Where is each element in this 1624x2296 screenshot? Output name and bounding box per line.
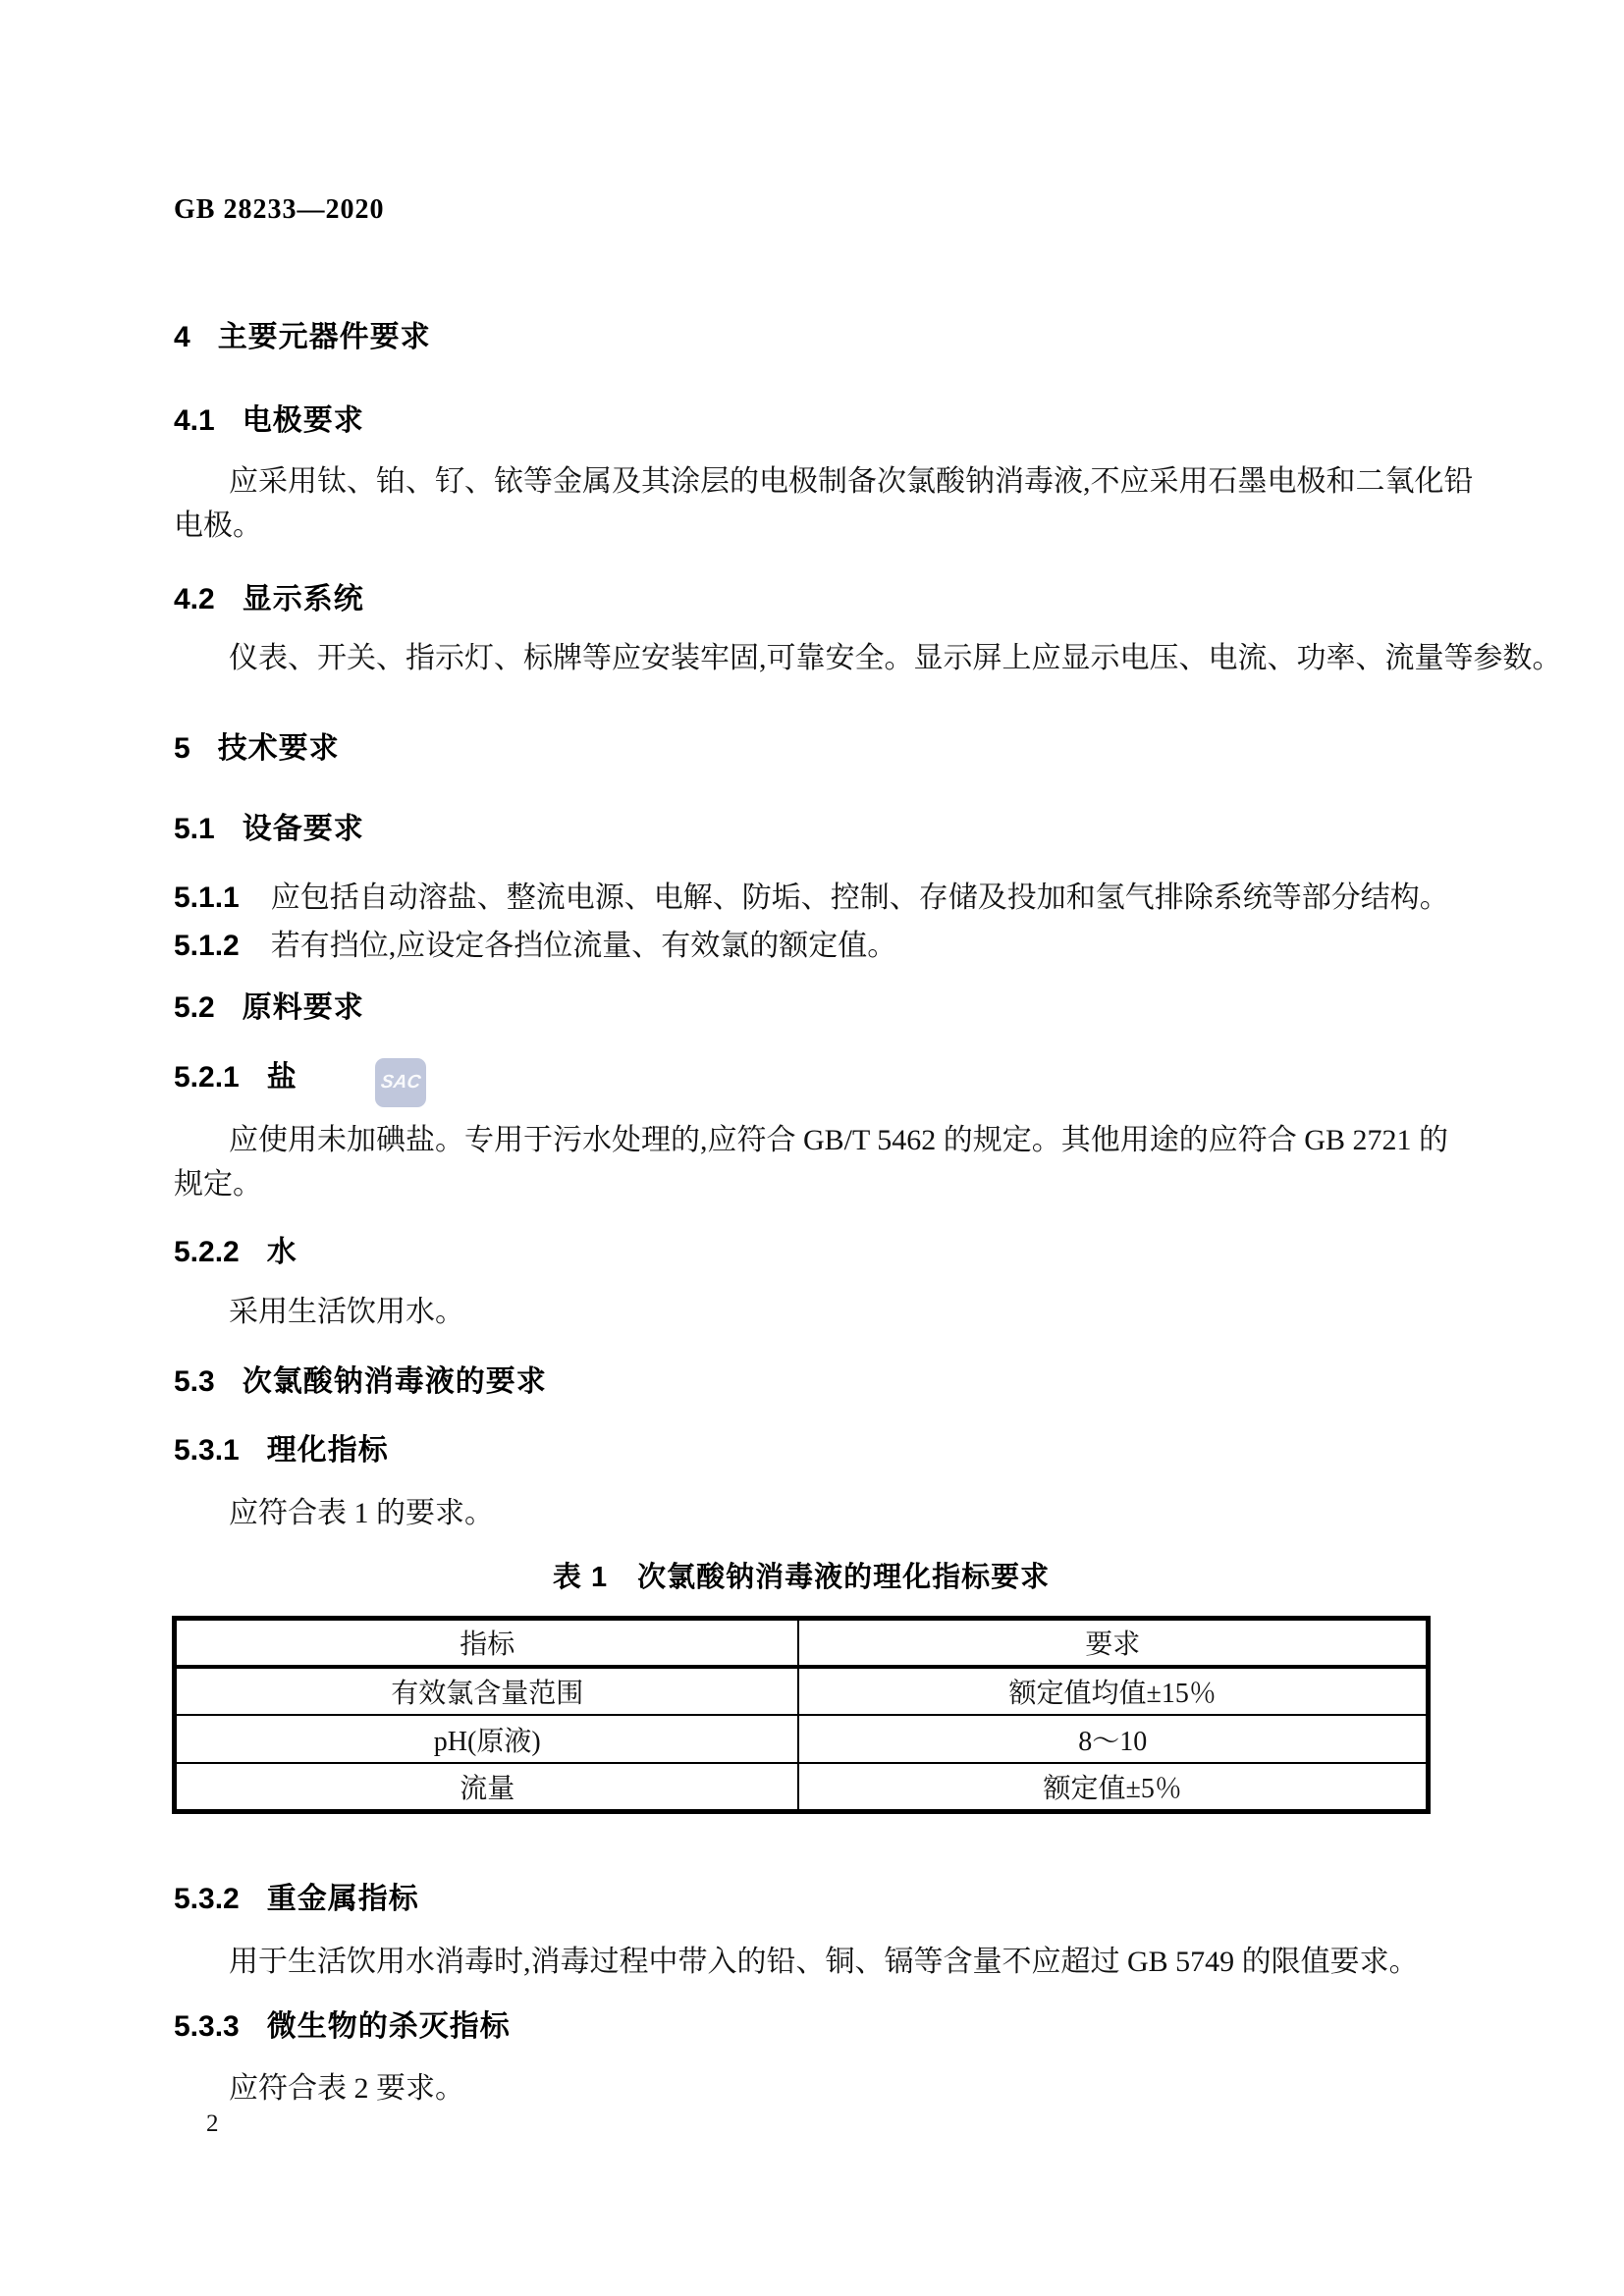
section-heading-5-1 (174, 804, 364, 847)
section-heading-5-3 (174, 1357, 547, 1400)
section-number: 5.3.2 (174, 1883, 240, 1915)
clause-text: 应包括自动溶盐、整流电源、电解、防垢、控制、存储及投加和氢气排除系统等部分结构。 (270, 881, 1449, 914)
section-number: 5 (174, 732, 190, 765)
paragraph-line: 电极。 (174, 509, 262, 542)
table1 (172, 1616, 1431, 1814)
clause-number: 5.1.2 (174, 930, 240, 962)
section-number: 4 (174, 321, 190, 353)
table1-title: 表 1 次氯酸钠消毒液的理化指标要求 (552, 1562, 1051, 1593)
section-heading-5-3-2 (174, 1874, 419, 1917)
table1-header-row (175, 1619, 1429, 1667)
section-number: 5.3.3 (174, 2010, 240, 2043)
clause-5-1-1 (174, 873, 1470, 916)
paragraph-line: 用于生活饮用水消毒时,消毒过程中带入的铅、铜、镉等含量不应超过 GB 5749 的限值要求。 (229, 1946, 1419, 1978)
section-title: 技术要求 (217, 732, 340, 765)
paragraph-salt (174, 1118, 1470, 1206)
paragraph-line: 规定。 (174, 1168, 262, 1201)
section-heading-4-2 (174, 574, 364, 617)
table-cell: 8～10 (798, 1715, 1428, 1763)
paragraph-table1-ref (174, 1491, 1470, 1535)
section-heading-4-1 (174, 396, 364, 439)
section-heading-5-3-1 (174, 1425, 389, 1468)
clause-text: 若有挡位,应设定各挡位流量、有效氯的额定值。 (270, 930, 897, 962)
section-title: 理化指标 (266, 1434, 389, 1467)
section-number: 5.2.1 (174, 1061, 240, 1094)
table-cell: 流量 (175, 1763, 799, 1811)
paragraph-line: 采用生活饮用水。 (229, 1296, 464, 1328)
section-heading-5-2-1 (174, 1052, 298, 1095)
section-title: 设备要求 (242, 813, 364, 845)
section-title: 显示系统 (242, 583, 364, 615)
table-cell: 有效氯含量范围 (175, 1667, 799, 1715)
table-row (175, 1715, 1429, 1763)
page-number: 2 (206, 2110, 219, 2137)
section-number: 5.2 (174, 991, 215, 1024)
standard-number-header: GB 28233—2020 (174, 194, 385, 225)
table-cell: 额定值均值±15％ (798, 1667, 1428, 1715)
table1-header-requirement: 要求 (798, 1619, 1428, 1667)
section-title: 原料要求 (242, 991, 364, 1024)
table-row (175, 1763, 1429, 1811)
section-number: 4.1 (174, 404, 215, 437)
section-number: 5.3.1 (174, 1434, 240, 1467)
table-cell: 额定值±5％ (798, 1763, 1428, 1811)
table-cell: pH(原液) (175, 1715, 799, 1763)
paragraph-heavy-metal (174, 1940, 1470, 1984)
paragraph-line: 应采用钛、铂、钌、铱等金属及其涂层的电极制备次氯酸钠消毒液,不应采用石墨电极和二氧化铅 (229, 465, 1474, 498)
table-row (175, 1667, 1429, 1715)
paragraph-line: 仪表、开关、指示灯、标牌等应安装牢固,可靠安全。显示屏上应显示电压、电流、功率、流量等参数。 (229, 642, 1562, 674)
section-number: 5.1 (174, 813, 215, 845)
section-title: 重金属指标 (266, 1883, 419, 1915)
section-title: 主要元器件要求 (217, 321, 431, 353)
section-title: 微生物的杀灭指标 (266, 2010, 511, 2043)
paragraph-line: 应符合表 2 要求。 (229, 2072, 464, 2105)
sac-logo-text: SAC (379, 1072, 422, 1093)
section-heading-4 (174, 312, 431, 355)
paragraph-line: 应符合表 1 的要求。 (229, 1497, 494, 1529)
section-title: 盐 (266, 1061, 298, 1094)
section-number: 4.2 (174, 583, 215, 615)
section-heading-5-2 (174, 983, 364, 1026)
clause-5-1-2 (174, 921, 1470, 964)
section-heading-5-2-2 (174, 1227, 298, 1270)
section-number: 5.2.2 (174, 1236, 240, 1268)
paragraph-water (174, 1290, 1470, 1334)
paragraph-line: 应使用未加碘盐。专用于污水处理的,应符合 GB/T 5462 的规定。其他用途的应符合 GB 2721 的 (229, 1124, 1448, 1156)
paragraph-electrode (174, 459, 1474, 548)
sac-watermark-logo (375, 1058, 426, 1107)
section-heading-5-3-3 (174, 2002, 511, 2045)
paragraph-table2-ref (174, 2066, 1470, 2110)
section-title: 水 (266, 1236, 298, 1268)
section-title: 次氯酸钠消毒液的要求 (242, 1365, 547, 1398)
section-title: 电极要求 (242, 404, 364, 437)
table1-header-indicator: 指标 (175, 1619, 799, 1667)
clause-number: 5.1.1 (174, 881, 240, 914)
section-number: 5.3 (174, 1365, 215, 1398)
paragraph-display (174, 636, 1562, 680)
section-heading-5 (174, 723, 340, 767)
